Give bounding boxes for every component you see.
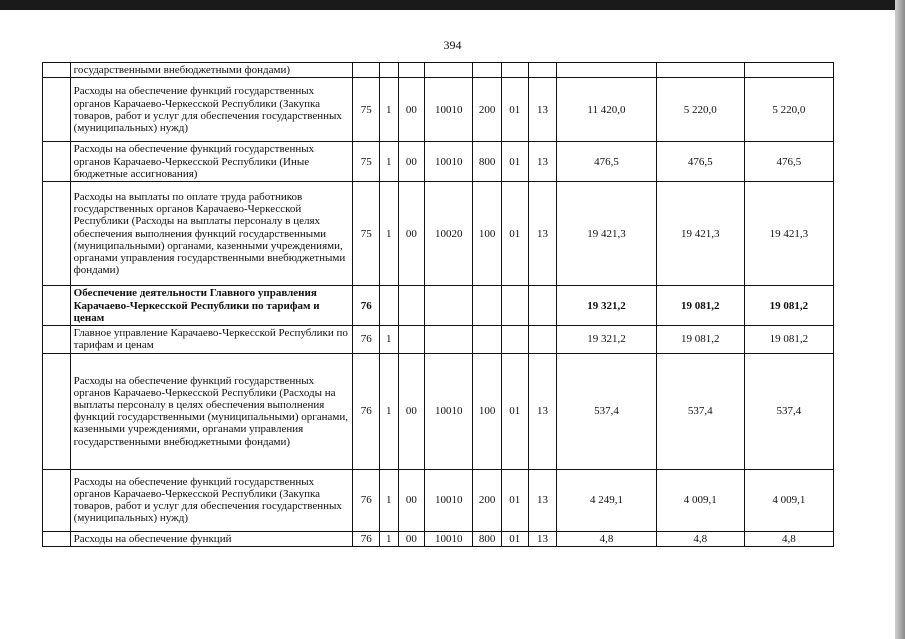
code-cell: 10010 — [425, 353, 473, 469]
table-row — [43, 63, 834, 78]
row-name-cell: Расходы на обеспечение функций государственных органов Карачаево-Черкесской Республики (Иные бюджетные ассигнования) — [70, 142, 353, 182]
code-cell — [398, 326, 425, 353]
code-cell: 76 — [353, 469, 380, 531]
code-cell: 76 — [353, 286, 380, 326]
code-cell: 00 — [398, 531, 425, 546]
code-cell: 1 — [380, 78, 398, 142]
code-cell — [473, 326, 502, 353]
row-name-cell: Главное управление Карачаево-Черкесской Республики по тарифам и ценам — [70, 326, 353, 353]
amount-cell: 19 421,3 — [557, 182, 656, 286]
code-cell: 01 — [501, 182, 528, 286]
code-cell — [398, 286, 425, 326]
code-cell: 76 — [353, 531, 380, 546]
amount-cell — [656, 63, 744, 78]
amount-cell: 5 220,0 — [656, 78, 744, 142]
code-cell: 10010 — [425, 142, 473, 182]
code-cell — [501, 286, 528, 326]
code-cell: 100 — [473, 182, 502, 286]
budget-table — [42, 62, 834, 547]
code-cell: 100 — [473, 353, 502, 469]
amount-cell — [744, 63, 833, 78]
amount-cell: 19 081,2 — [744, 326, 833, 353]
code-cell: 76 — [353, 353, 380, 469]
table-row — [43, 142, 834, 182]
code-cell: 13 — [528, 531, 557, 546]
amount-cell: 4,8 — [744, 531, 833, 546]
amount-cell: 19 321,2 — [557, 286, 656, 326]
code-cell: 10020 — [425, 182, 473, 286]
code-cell: 10010 — [425, 531, 473, 546]
amount-cell: 4,8 — [557, 531, 656, 546]
code-cell: 00 — [398, 182, 425, 286]
amount-cell: 476,5 — [744, 142, 833, 182]
amount-cell: 4 009,1 — [744, 469, 833, 531]
code-cell — [380, 63, 398, 78]
scan-border-top — [0, 0, 905, 10]
table-row — [43, 353, 834, 469]
row-name-cell: Расходы на обеспечение функций государственных органов Карачаево-Черкесской Республики (Расходы на выплаты персоналу в целях обеспечения выполнения функций государственными (муниципальными) органами, казенными учреждениями, органами управления государственными внебюджетными фондами) — [70, 353, 353, 469]
code-cell: 800 — [473, 531, 502, 546]
row-name-cell: Расходы на выплаты по оплате труда работников государственных органов Карачаево-Черкесской Республики (Расходы на выплаты персоналу в целях обеспечения выполнения функций государственными (муниципальными) органами, казенными учреждениями, органами управления государственными внебюджетными фондами) — [70, 182, 353, 286]
amount-cell: 19 321,2 — [557, 326, 656, 353]
row-name-cell: Обеспечение деятельности Главного управления Карачаево-Черкесской Республики по тарифам и ценам — [70, 286, 353, 326]
code-cell — [473, 286, 502, 326]
code-cell: 01 — [501, 78, 528, 142]
code-cell — [501, 326, 528, 353]
amount-cell: 19 081,2 — [656, 326, 744, 353]
code-cell — [380, 286, 398, 326]
amount-cell: 4 009,1 — [656, 469, 744, 531]
code-cell: 1 — [380, 326, 398, 353]
code-cell: 76 — [353, 326, 380, 353]
code-cell: 00 — [398, 78, 425, 142]
code-cell — [425, 286, 473, 326]
code-cell: 1 — [380, 531, 398, 546]
code-cell: 1 — [380, 142, 398, 182]
amount-cell: 19 421,3 — [656, 182, 744, 286]
table-row — [43, 286, 834, 326]
row-number-cell — [43, 142, 71, 182]
row-number-cell — [43, 469, 71, 531]
code-cell: 200 — [473, 78, 502, 142]
amount-cell: 537,4 — [557, 353, 656, 469]
page-number: 394 — [443, 38, 462, 52]
code-cell: 1 — [380, 182, 398, 286]
code-cell: 13 — [528, 78, 557, 142]
amount-cell: 537,4 — [744, 353, 833, 469]
table-row — [43, 326, 834, 353]
row-number-cell — [43, 286, 71, 326]
scan-border-right — [895, 0, 905, 639]
code-cell: 13 — [528, 142, 557, 182]
row-name-cell: Расходы на обеспечение функций государственных органов Карачаево-Черкесской Республики (Закупка товаров, работ и услуг для обеспечения государственных (муниципальных) нужд) — [70, 469, 353, 531]
budget-table-body — [43, 63, 834, 547]
code-cell: 10010 — [425, 78, 473, 142]
row-name-cell: государственными внебюджетными фондами) — [70, 63, 353, 78]
amount-cell: 4,8 — [656, 531, 744, 546]
table-row — [43, 182, 834, 286]
row-number-cell — [43, 531, 71, 546]
table-row — [43, 78, 834, 142]
amount-cell: 476,5 — [557, 142, 656, 182]
code-cell — [398, 63, 425, 78]
code-cell: 01 — [501, 469, 528, 531]
row-name-cell: Расходы на обеспечение функций — [70, 531, 353, 546]
amount-cell: 476,5 — [656, 142, 744, 182]
code-cell — [473, 63, 502, 78]
amount-cell: 19 081,2 — [656, 286, 744, 326]
code-cell — [425, 326, 473, 353]
amount-cell: 11 420,0 — [557, 78, 656, 142]
code-cell — [528, 326, 557, 353]
row-number-cell — [43, 182, 71, 286]
amount-cell: 19 421,3 — [744, 182, 833, 286]
code-cell — [425, 63, 473, 78]
code-cell: 01 — [501, 531, 528, 546]
code-cell: 75 — [353, 182, 380, 286]
row-number-cell — [43, 63, 71, 78]
code-cell: 00 — [398, 142, 425, 182]
code-cell: 00 — [398, 469, 425, 531]
code-cell: 1 — [380, 353, 398, 469]
code-cell: 00 — [398, 353, 425, 469]
code-cell: 75 — [353, 142, 380, 182]
row-number-cell — [43, 78, 71, 142]
code-cell — [528, 63, 557, 78]
code-cell: 200 — [473, 469, 502, 531]
row-name-cell: Расходы на обеспечение функций государственных органов Карачаево-Черкесской Республики (Закупка товаров, работ и услуг для обеспечения государственных (муниципальных) нужд) — [70, 78, 353, 142]
code-cell: 13 — [528, 182, 557, 286]
code-cell: 13 — [528, 353, 557, 469]
row-number-cell — [43, 326, 71, 353]
table-row — [43, 531, 834, 546]
code-cell — [353, 63, 380, 78]
table-row — [43, 469, 834, 531]
code-cell: 75 — [353, 78, 380, 142]
row-number-cell — [43, 353, 71, 469]
code-cell — [528, 286, 557, 326]
code-cell: 800 — [473, 142, 502, 182]
code-cell: 01 — [501, 142, 528, 182]
code-cell: 1 — [380, 469, 398, 531]
code-cell: 01 — [501, 353, 528, 469]
amount-cell — [557, 63, 656, 78]
code-cell — [501, 63, 528, 78]
code-cell: 13 — [528, 469, 557, 531]
amount-cell: 537,4 — [656, 353, 744, 469]
code-cell: 10010 — [425, 469, 473, 531]
amount-cell: 4 249,1 — [557, 469, 656, 531]
amount-cell: 5 220,0 — [744, 78, 833, 142]
amount-cell: 19 081,2 — [744, 286, 833, 326]
